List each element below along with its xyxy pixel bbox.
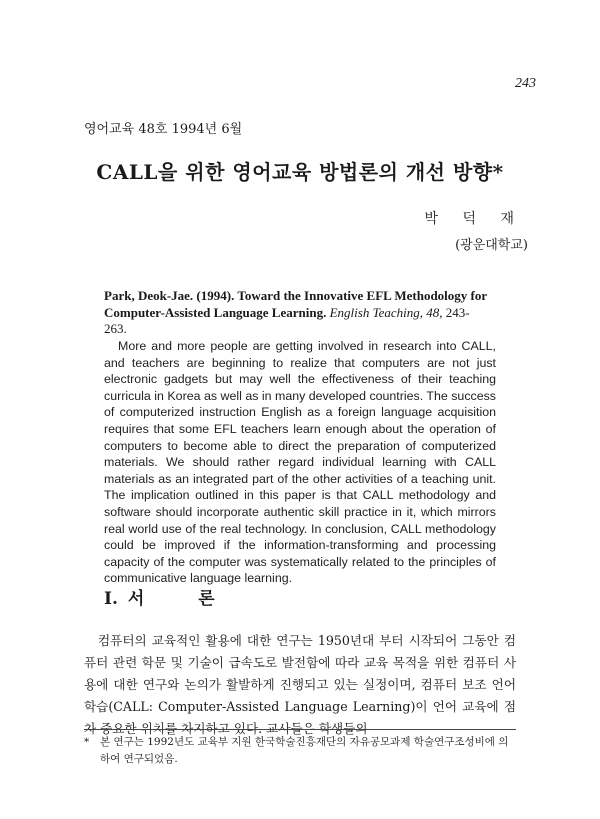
footnote — [84, 734, 516, 768]
footnote-mark: * — [84, 736, 90, 748]
citation-journal: English Teaching, 48, — [329, 304, 443, 320]
footnote-text: 본 연구는 1992년도 교육부 지원 한국학술진흥재단의 자유공모과제 학술연구조성비에 의하여 연구되었음. — [100, 736, 509, 765]
author-name: 박 덕 재 — [424, 211, 524, 227]
citation-pages: 243-263. — [104, 304, 470, 336]
abstract — [104, 338, 496, 587]
page-number: 243 — [515, 76, 536, 91]
author-affiliation: (광운대학교) — [455, 238, 528, 253]
footnote-divider — [84, 729, 516, 730]
abstract-text: More and more people are getting involved in research into CALL, and teachers are beginning to realize that computers are not just electronic gadgets but may well the effectiveness of their teaching curricula in Korea as well as in many developed countries. The success of computerized instruction English as a foreign language acquisition requires that some EFL teachers learn enough about the operation of computers to become able to direct the preparation of computerized materials. We should rather regard individual learning with CALL materials as an integrated part of the other activities of a teaching unit. The implication outlined in this paper is that CALL methodology and software should incorporate authentic skill practice in it, which mirrors real world use of the real technology. In conclusion, CALL methodology could be improved if the information-transforming and processing capacity of the computer was systematically related to the principles of communicative language learning. — [104, 339, 496, 586]
journal-info: 영어교육 48호 1994년 6월 — [84, 122, 243, 137]
section-numeral: I. — [104, 589, 118, 609]
citation — [104, 288, 492, 338]
citation-lead: Park, Deok-Jae. (1994). Toward the Innovative EFL Methodology for Computer-Assisted Language Learning. — [104, 288, 487, 320]
body-text — [84, 630, 516, 740]
section-heading — [104, 584, 239, 609]
paper-title: CALL을 위한 영어교육 방법론의 개선 방향* — [96, 160, 504, 184]
body-paragraph: 컴퓨터의 교육적인 활용에 대한 연구는 1950년대 부터 시작되어 그동안 컴퓨터 관련 학문 및 기술이 급속도로 발전함에 따라 교육 목적을 위한 컴퓨터 사용에 대한 연구와 논의가 활발하게 진행되고 있는 실정이며, 컴퓨터 보조 언어학습(CALL: Computer-Assisted Language Learning)이 언어 교육에 점차 중요한 위치를 차지하고 있다. 교사들은 학생들의 — [84, 633, 516, 736]
section-title: 서 론 — [127, 589, 239, 609]
